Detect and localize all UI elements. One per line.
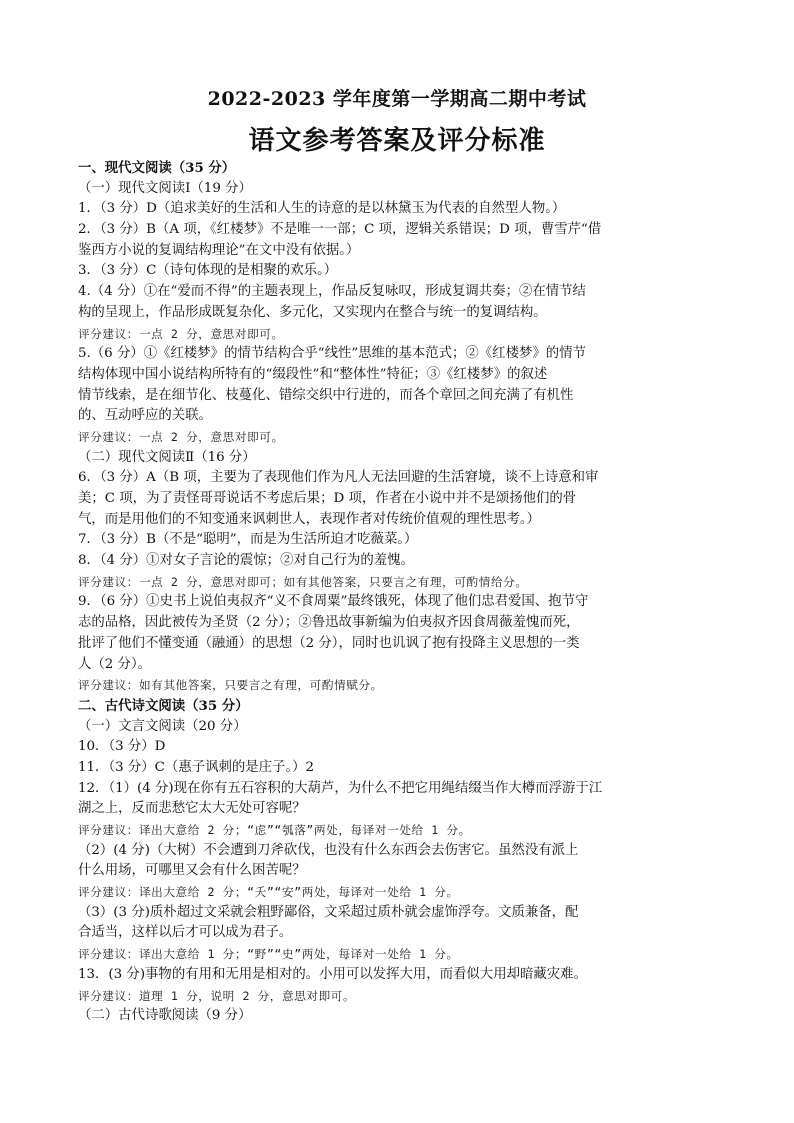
scoring-note: 评分建议：如有其他答案，只要言之有理，可酌情赋分。 [78,678,383,693]
section-heading: 一、现代文阅读（35 分） [78,160,236,176]
answer-line: 结构体现中国小说结构所特有的“缀段性”和“整体性”特征；③《红楼梦》的叙述 [78,366,548,382]
answer-line: 10．（3 分）D [78,739,166,755]
subsection-heading: （一）文言文阅读（20 分） [78,718,247,734]
exam-title: 2022-2023 学年度第一学期高二期中考试 [207,88,587,110]
scoring-note: 评分建议：译出大意给 1 分；“野”“史”两处，每译对一处给 1 分。 [78,947,459,962]
scoring-note: 评分建议：道理 1 分，说明 2 分，意思对即可。 [78,988,356,1003]
answer-line: 批评了他们不懂变通（融通）的思想（2 分），同时也讥讽了抱有投降主义思想的一类 [78,635,580,651]
answer-line: 气，而是用他们的不知变通来讽刺世人，表现作者对传统价值观的理性思考。） [78,511,540,527]
answer-line: 鉴西方小说的复调结构理论”在文中没有依据。） [78,242,360,258]
scoring-note: 评分建议：一点 2 分，意思对即可；如有其他答案，只要言之有理，可酌情给分。 [78,574,528,589]
scoring-note: 评分建议：译出大意给 2 分；“夭”“安”两处，每译对一处给 1 分。 [78,885,459,900]
answer-line: 构的呈现上，作品形成既复杂化、多元化，又实现内在整合与统一的复调结构。 [78,304,547,320]
answer-line: 11．（3 分）C（惠子讽刺的是庄子。）2 [78,759,315,775]
answer-line: 4.（4 分）①在“爱而不得”的主题表现上，作品反复咏叹，形成复调共奏；②在情节结 [78,284,586,300]
scoring-note: 评分建议：一点 2 分，意思对即可。 [78,429,284,444]
answer-key-title: 语文参考答案及评分标准 [248,126,546,156]
scoring-note: 评分建议：一点 2 分，意思对即可。 [78,326,284,341]
answer-line: （2）(4 分)（大树）不会遭到刀斧砍伐，也没有什么东西会去伤害它。虽然没有派上 [78,842,579,858]
subsection-heading: （一）现代文阅读Ⅰ（19 分） [78,180,252,196]
answer-line: 湖之上，反而悲愁它太大无处可容呢？ [78,801,306,817]
answer-line: 1．（3 分）D（追求美好的生活和人生的诗意的是以林黛玉为代表的自然型人物。） [78,201,566,217]
subsection-heading: （二）古代诗歌阅读（9 分） [78,1008,252,1024]
answer-line: 的、互动呼应的关联。 [78,408,212,424]
answer-body [78,158,718,1027]
answer-line: （3）(3 分)质朴超过文采就会粗野鄙俗，文采超过质朴就会虚饰浮夸。文质兼备，配 [78,904,579,920]
answer-line: 5.（6 分）①《红楼梦》的情节结构合乎“线性”思维的基本范式；②《红楼梦》的情节 [78,346,586,362]
scoring-note: 评分建议：译出大意给 2 分；“虑”“瓠落”两处，每译对一处给 1 分。 [78,823,471,837]
answer-line: 什么用场，可哪里又会有什么困苦呢？ [78,863,306,879]
answer-line: 8．（4 分）①对女子言论的震惊；②对自己行为的羞愧。 [78,553,414,569]
answer-line: 合适当，这样以后才可以成为君子。 [78,925,293,941]
answer-line: 人（2 分）。 [78,656,152,672]
answer-line: 志的品格，因此被传为圣贤（2 分）；②鲁迅故事新编为伯夷叔齐因食周薇羞愧而死， [78,615,580,631]
answer-line: 美；C 项，为了责怪哥哥说话不考虑后果；D 项，作者在小说中并不是颂扬他们的骨 [78,491,577,506]
answer-line: 6．（3 分）A（B 项，主要为了表现他们作为凡人无法回避的生活窘境，谈不上诗意和审 [78,470,599,486]
answer-line: 7．（3 分）B（不是“聪明”，而是为生活所迫才吃薇菜。） [78,532,418,548]
subsection-heading: （二）现代文阅读Ⅱ（16 分） [78,449,256,465]
answer-line: 3．（3 分）C（诗句体现的是相聚的欢乐。） [78,263,338,279]
answer-line: 2．（3 分）B（A 项，《红楼梦》不是唯一一部；C 项，逻辑关系错误；D 项，曹雪芹“借 [78,222,602,238]
answer-line: 12．（1）(4 分)现在你有五石容积的大葫芦，为什么不把它用绳结缀当作大樽而浮游于江 [78,780,603,796]
answer-line: 情节线索，是在细节化、枝蔓化、错综交织中行进的，而各个章回之间充满了有机性 [78,387,574,403]
answer-line: 9．（6 分）①史书上说伯夷叔齐“义不食周粟”最终饿死，体现了他们忠君爱国、抱节守 [78,594,589,610]
section-heading: 二、古代诗文阅读（35 分） [78,697,249,714]
answer-line: 13．(3 分)事物的有用和无用是相对的。小用可以发挥大用，而看似大用却暗藏灾难。 [78,966,587,982]
